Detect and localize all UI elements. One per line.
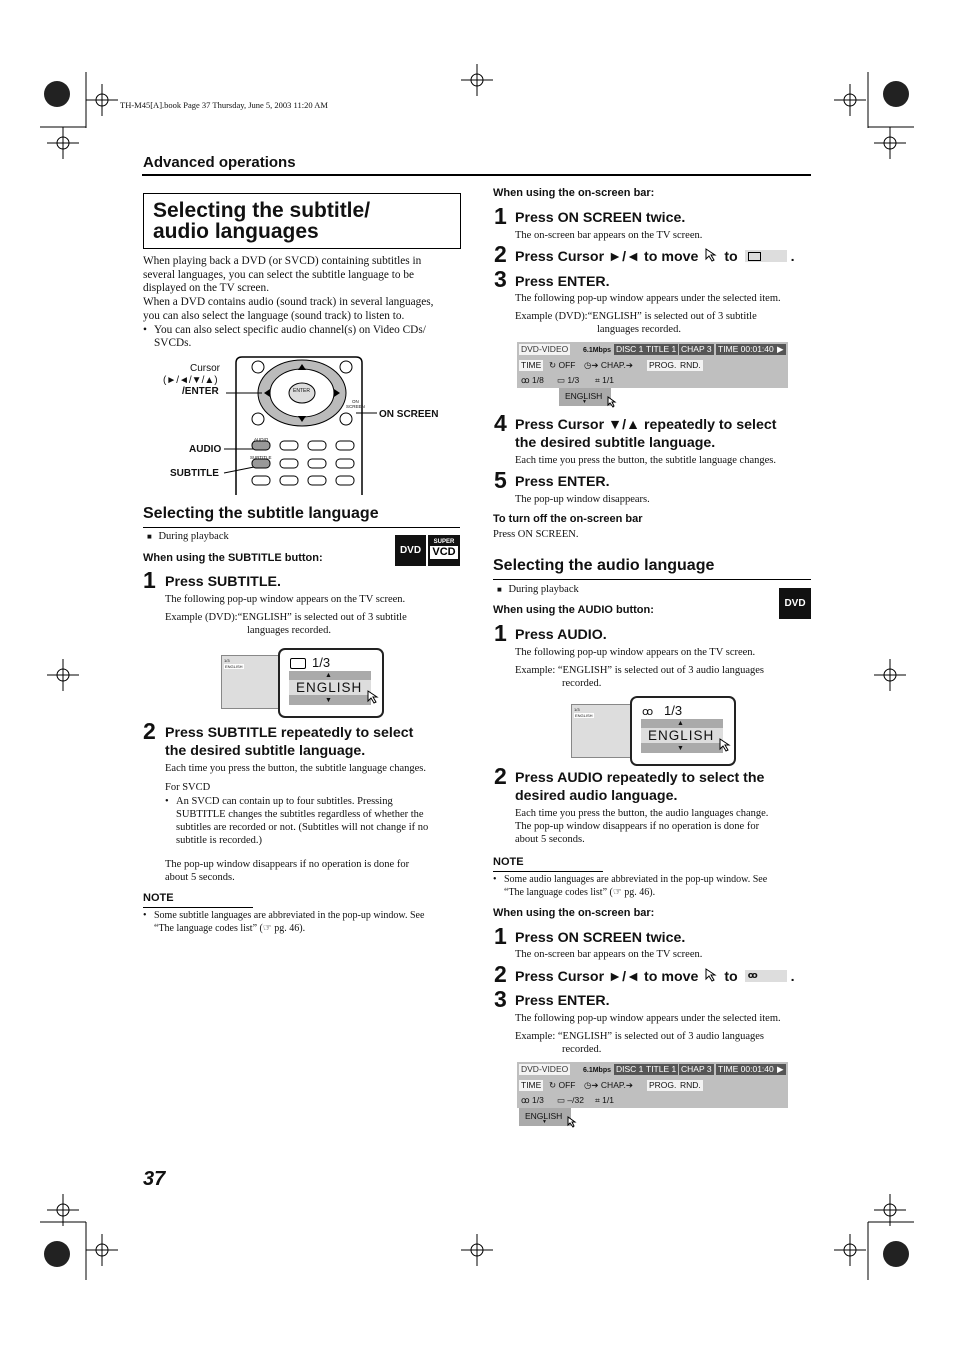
step-text-line: about 5 seconds. [515,834,585,845]
subtitle-button-heading: When using the SUBTITLE button: [143,552,323,564]
step-number: 3 [494,266,507,292]
repeat-icon: ↻ [549,360,557,370]
enter-button-label: ENTER [293,388,310,394]
page-title-line-1: Selecting the subtitle/ [153,199,371,222]
repeat-icon: ↻ [549,1080,557,1090]
step-text-line: The pop-up window disappears if no operation is done for [515,821,760,832]
badge-vcd-label: VCD [430,546,458,559]
step-number: 2 [494,763,507,789]
osbar-audio-value: 1/8 [532,375,544,385]
page-number: 37 [143,1168,166,1190]
step-text: The pop-up window disappears. [515,494,650,505]
bullet-icon: • [493,874,497,885]
example-line: Example (DVD):“ENGLISH” is selected out of 3 subtitle [515,311,757,322]
step-title: Press ENTER. [515,993,610,1009]
subtitle-icon [748,252,761,261]
subtitle-small-label: SUBTITLE [250,455,272,460]
osbar-prog[interactable]: PROG. [649,360,677,370]
mini-lang: ENGLISH [225,664,243,669]
note-label: NOTE [493,856,524,868]
popup-count: 1/3 [312,655,331,670]
step-number: 5 [494,467,507,493]
osbar-audio[interactable] [521,375,544,386]
intro-bullet-line: SVCDs. [154,337,192,350]
enter-label: /ENTER [182,386,219,397]
svcd-badge [428,535,460,566]
audio-popup [630,696,736,766]
intro-text [143,255,461,351]
section-label: Advanced operations [143,154,296,171]
bullet-icon: • [143,910,147,921]
osbar-chap-arrow-text: CHAP. [600,1080,626,1090]
note-label: NOTE [143,892,174,904]
on-screen-bar [517,342,788,388]
popup-language: ENGLISH [648,728,715,743]
audio-label: AUDIO [189,444,222,455]
step-title: Press ENTER. [515,274,610,290]
audio-icon-target [745,970,787,982]
step-title-text: Press Cursor ►/◄ to move [515,969,699,985]
osbar-disc: DISC 1 [616,344,644,354]
osbar-chap: CHAP 3 [681,1064,712,1074]
angle-icon: ⌗ [595,375,600,385]
note-rule [493,871,603,872]
turn-off-heading: To turn off the on-screen bar [493,513,643,525]
pointer-cursor-icon [704,968,718,982]
popup-disappear-text [165,858,409,884]
step-title: Press SUBTITLE. [165,574,281,590]
osbar-title: TITLE 1 [646,1064,677,1074]
on-screen-bar [517,1062,788,1108]
step-text: Each time you press the button, the subtitle language changes. [165,763,426,774]
up-arrow-icon: ▲ [325,671,332,679]
svcd-line: subtitle is recorded.) [176,835,263,846]
intro-line: several languages, you can select the subtitle language to be [143,268,415,281]
step-example [515,310,757,336]
osbar-subtitle[interactable] [557,1095,584,1106]
subtitle-note [143,909,463,935]
note-line-text: “The language codes list” (☞ pg. 46). [154,923,306,934]
osbar-popup-lang: ENGLISH [565,391,603,401]
during-playback-text: During playback [158,531,229,542]
osbar-time: TIME 00:01:40 [718,344,774,354]
note-line-text: Some audio languages are abbreviated in the pop-up window. See [504,874,768,885]
osbar-time: TIME 00:01:40 [718,1064,774,1074]
step-title-line: Press AUDIO repeatedly to select the [515,770,765,786]
pointer-cursor-icon [567,1116,577,1128]
subtitle-popup [278,648,384,718]
svcd-line: An SVCD can contain up to four subtitles. Pressing [176,796,393,807]
angle-icon: ⌗ [595,1095,600,1105]
osbar-subtitle-value: 1/3 [567,375,580,385]
osbar-rnd[interactable]: RND. [680,360,701,370]
mini-count: 1/3 [224,658,230,663]
step-text-line: Each time you press the button, the audio languages change. [515,808,769,819]
osbar-prog[interactable]: PROG. [649,1080,677,1090]
example-line: Example: “ENGLISH” is selected out of 3 audio languages [515,1031,765,1042]
intro-line: you can also select the language (sound track) to listen to. [143,309,405,322]
step-title: Press Cursor ►/◄ to move to ꝏ . [515,969,795,985]
badge-super-label: SUPER [433,539,455,545]
audio-icon: ꝏ [521,375,530,385]
subtitle-section-heading: Selecting the subtitle language [143,505,379,522]
step-example [515,664,764,690]
page-title-box [143,193,461,249]
pointer-cursor-icon [607,396,617,408]
osbar-rate: 6.1Mbps [583,1067,612,1074]
step-number: 2 [494,961,507,987]
svcd-line: subtitles are recorded or not. (Subtitles will not change if no [176,822,429,833]
dvd-badge: DVD [395,535,426,566]
osbar-popup [559,388,611,406]
subtitle-icon: ▭ [557,1095,566,1105]
osbar-popup [519,1108,571,1126]
during-playback [147,530,229,543]
audio-icon: ꝏ [642,705,654,718]
intro-line: When playing back a DVD (or SVCD) containing subtitles in [143,255,422,267]
page-title [153,200,370,242]
subtitle-icon-target [745,250,787,262]
popup-count: 1/3 [664,703,683,718]
tv-screen-thumbnail [221,655,285,709]
step-text: The on-screen bar appears on the TV screen. [515,230,703,241]
osbar-repeat[interactable] [549,1080,576,1091]
step-text: The following pop-up window appears on the TV screen. [165,594,406,605]
note-rule [143,907,253,908]
step-to-text: to [724,249,738,265]
step-number: 1 [494,203,507,229]
bullet-icon: • [165,796,169,807]
step-number: 2 [143,718,156,744]
step-text: The following pop-up window appears on the TV screen. [515,647,756,658]
popup-language: ENGLISH [296,680,363,695]
step-title: Press AUDIO. [515,627,607,643]
during-playback-text: During playback [508,584,579,595]
page-title-line-2: audio languages [153,220,319,243]
audio-icon: ꝏ [747,971,758,981]
down-arrow-icon: ▼ [582,400,587,405]
step-number: 1 [494,620,507,646]
turn-off-text: Press ON SCREEN. [493,529,579,540]
pointer-cursor-icon [719,738,731,752]
step-title [515,416,777,452]
step-to-text: to [724,969,738,985]
clock-icon: ◷➔ [584,1080,599,1090]
step-example [165,611,407,637]
audio-heading-rule [493,579,811,580]
cursor-symbols: (►/◄/▼/▲) [163,375,218,386]
osbar-off: OFF [558,360,576,370]
square-bullet-icon: ■ [147,532,152,541]
for-svcd: For SVCD [165,782,211,793]
osbar-next-icon[interactable]: ▶ [777,344,784,354]
osbar-next-icon[interactable]: ▶ [777,1064,784,1074]
osbar-dvd-video: DVD-VIDEO [521,1064,569,1074]
step-text: The following pop-up window appears under the selected item. [515,1013,781,1024]
example-line: recorded. [562,678,602,689]
step-title-line: Press SUBTITLE repeatedly to select [165,725,414,741]
step-title: Press ENTER. [515,474,610,490]
step-title-line: desired audio language. [515,788,678,804]
step-text: The on-screen bar appears on the TV screen. [515,949,703,960]
osbar-rate: 6.1Mbps [583,347,612,354]
osbar-audio[interactable] [521,1095,544,1106]
dvd-badge: DVD [779,588,811,619]
osbar-chap-arrow-text: CHAP. [600,360,626,370]
osbar-time-button[interactable]: TIME [521,360,542,370]
step-number: 1 [494,923,507,949]
step-title [165,724,413,760]
osbar-audio-value: 1/3 [532,1095,544,1105]
on-small-label: ON [352,399,359,404]
step-title [515,769,764,805]
osbar-angle-value: 1/1 [602,375,614,385]
osbar-off: OFF [558,1080,576,1090]
osbar-repeat[interactable] [549,360,576,371]
pointer-cursor-icon [367,690,379,704]
step-text: Each time you press the button, the subtitle language changes. [515,455,776,466]
osbar-disc: DISC 1 [616,1064,644,1074]
step-title-line: the desired subtitle language. [515,435,716,451]
osbar-angle-value: 1/1 [602,1095,614,1105]
step-title-line: Press Cursor ▼/▲ repeatedly to select [515,417,777,433]
step-number: 1 [143,567,156,593]
square-bullet-icon: ■ [497,585,502,594]
disappear-line: The pop-up window disappears if no operation is done for [165,859,410,870]
osbar-time-button[interactable]: TIME [521,1080,542,1090]
mini-lang: ENGLISH [575,713,593,718]
subtitle-icon: ▭ [557,375,566,385]
example-line: recorded. [562,1044,602,1055]
print-header: TH-M45[A].book Page 37 Thursday, June 5, 2003 11:20 AM [120,100,328,110]
header-rule [142,174,811,176]
during-playback [497,583,579,596]
osbar-popup-lang: ENGLISH [525,1111,563,1121]
example-line: Example (DVD):“ENGLISH” is selected out of 3 subtitle [165,612,407,623]
svcd-line: SUBTITLE changes the subtitles regardless of whether the [176,809,424,820]
step-example [515,1030,764,1056]
step-text: The following pop-up window appears under the selected item. [515,293,781,304]
intro-line: When a DVD contains audio (sound track) in several languages, [143,296,434,309]
down-arrow-icon: ▼ [542,1120,547,1125]
osbar-chap-arrow[interactable]: ◷➔ CHAP.➔ [584,360,633,370]
bullet-icon: • [143,323,147,336]
up-arrow-icon: ▲ [677,719,684,727]
audio-section-heading: Selecting the audio language [493,557,715,574]
mini-count: 1/3 [574,707,580,712]
step-text [515,807,768,846]
example-line: languages recorded. [597,324,681,335]
subtitle-label: SUBTITLE [170,468,219,479]
onscreen-bar-heading: When using the on-screen bar: [493,907,655,919]
down-arrow-icon: ▼ [677,744,684,752]
tv-screen-thumbnail [571,704,635,758]
step-title: Press Cursor ►/◄ to move to . [515,249,795,265]
on-screen-label: ON SCREEN [379,409,439,420]
clock-icon: ◷➔ [584,360,599,370]
osbar-chap: CHAP 3 [681,344,712,354]
svcd-bullet [165,795,465,847]
step-title: Press ON SCREEN twice. [515,930,686,946]
intro-line: displayed on the TV screen. [143,282,270,295]
audio-icon: ꝏ [521,1095,530,1105]
example-line: Example: “ENGLISH” is selected out of 3 audio languages [515,665,765,676]
step-number: 2 [494,241,507,267]
subtitle-heading-rule [143,527,460,528]
step-title-text: Press Cursor ►/◄ to move [515,249,699,265]
callout-lines [160,355,460,495]
audio-note [493,873,813,899]
subtitle-icon [290,658,306,669]
osbar-angle[interactable] [595,375,614,386]
osbar-dvd-video: DVD-VIDEO [521,344,569,354]
intro-bullet [143,324,461,351]
step-number: 4 [494,410,507,436]
note-line-text: “The language codes list” (☞ pg. 46). [504,887,656,898]
osbar-subtitle-value: –/32 [567,1095,584,1105]
audio-button-heading: When using the AUDIO button: [493,604,654,616]
step-title-line: the desired subtitle language. [165,743,366,759]
pointer-cursor-icon [704,248,718,262]
intro-bullet-line: You can also select specific audio channel(s) on Video CDs/ [154,323,426,336]
osbar-title: TITLE 1 [646,344,677,354]
popup-band [289,671,371,705]
osbar-chap-arrow[interactable]: ◷➔ CHAP.➔ [584,1080,633,1090]
step-title: Press ON SCREEN twice. [515,210,686,226]
remote-illustration [160,355,460,495]
onscreen-bar-heading: When using the on-screen bar: [493,187,655,199]
popup-band [641,719,723,753]
screen-small-label: SCREEN [346,404,365,409]
osbar-angle[interactable] [595,1095,614,1106]
disappear-line: about 5 seconds. [165,872,235,883]
note-line-text: Some subtitle languages are abbreviated in the pop-up window. See [154,910,425,921]
example-line: languages recorded. [247,625,331,636]
osbar-subtitle[interactable] [557,375,579,386]
cursor-label: Cursor [190,363,221,374]
audio-small-label: AUDIO [254,437,269,442]
down-arrow-icon: ▼ [325,696,332,704]
osbar-rnd[interactable]: RND. [680,1080,701,1090]
step-number: 3 [494,986,507,1012]
